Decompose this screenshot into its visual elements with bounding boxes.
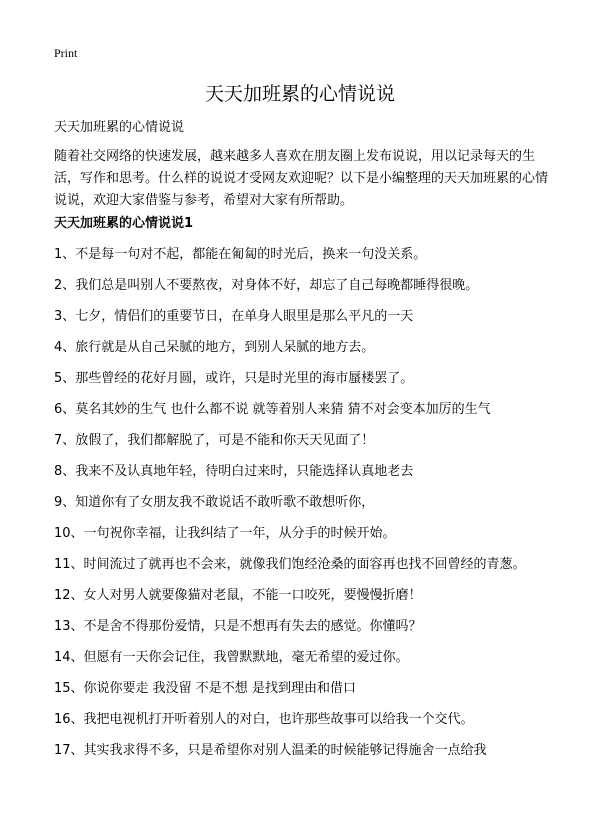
- quote-list: [54, 245, 574, 772]
- list-item: 15、你说你要走 我没留 不是不想 是找到理由和借口: [54, 681, 356, 696]
- list-item: 3、七夕，情侣们的重要节日，在单身人眼里是那么平凡的一天: [54, 309, 414, 324]
- list-item: 4、旅行就是从自己呆腻的地方，到别人呆腻的地方去。: [54, 340, 375, 355]
- list-item: 9、知道你有了女朋友我不敢说话不敢听歌不敢想听你，: [54, 495, 375, 510]
- list-item: 17、其实我求得不多，只是希望你对别人温柔的时候能够记得施舍一点给我: [54, 743, 487, 758]
- list-item: 12、女人对男人就要像猫对老鼠，不能一口咬死，要慢慢折磨！: [54, 588, 422, 603]
- section-heading: 天天加班累的心情说说1: [54, 216, 194, 231]
- list-item: 11、时间流过了就再也不会来，就像我们饱经沧桑的面容再也找不回曾经的青葱。: [54, 557, 526, 572]
- list-item: 8、我来不及认真地年轻，待明白过来时，只能选择认真地老去: [54, 464, 414, 479]
- page-title: 天天加班累的心情说说: [204, 83, 395, 105]
- list-item: 13、不是舍不得那份爱情，只是不想再有失去的感觉。你懂吗？: [54, 619, 422, 634]
- list-item: 10、一句祝你幸福，让我纠结了一年，从分手的时候开始。: [54, 526, 396, 541]
- list-item: 6、莫名其妙的生气 也什么都不说 就等着别人来猜 猜不对会变本加厉的生气: [54, 402, 491, 417]
- list-item: 14、但愿有一天你会记住，我曾默默地，毫无希望的爱过你。: [54, 650, 409, 665]
- list-item: 7、放假了，我们都解脱了，可是不能和你天天见面了！: [54, 433, 375, 448]
- print-link[interactable]: Print: [54, 46, 78, 60]
- subtitle: 天天加班累的心情说说: [54, 120, 185, 135]
- list-item: 5、那些曾经的花好月圆，或许，只是时光里的海市蜃楼罢了。: [54, 371, 414, 386]
- list-item: 16、我把电视机打开听着别人的对白，也许那些故事可以给我一个交代。: [54, 712, 474, 727]
- list-item: 2、我们总是叫别人不要熬夜，对身体不好，却忘了自己每晚都睡得很晚。: [54, 278, 479, 293]
- list-item: 1、不是每一句对不起，都能在匍匐的时光后，换来一句没关系。: [54, 247, 427, 262]
- intro-paragraph: 随着社交网络的快速发展，越来越多人喜欢在朋友圈上发布说说，用以记录每天的生活，写作和思考。什么样的说说才受网友欢迎呢？以下是小编整理的天天加班累的心情说说，欢迎大家借鉴与参考，希望对大家有所帮助。: [54, 149, 549, 208]
